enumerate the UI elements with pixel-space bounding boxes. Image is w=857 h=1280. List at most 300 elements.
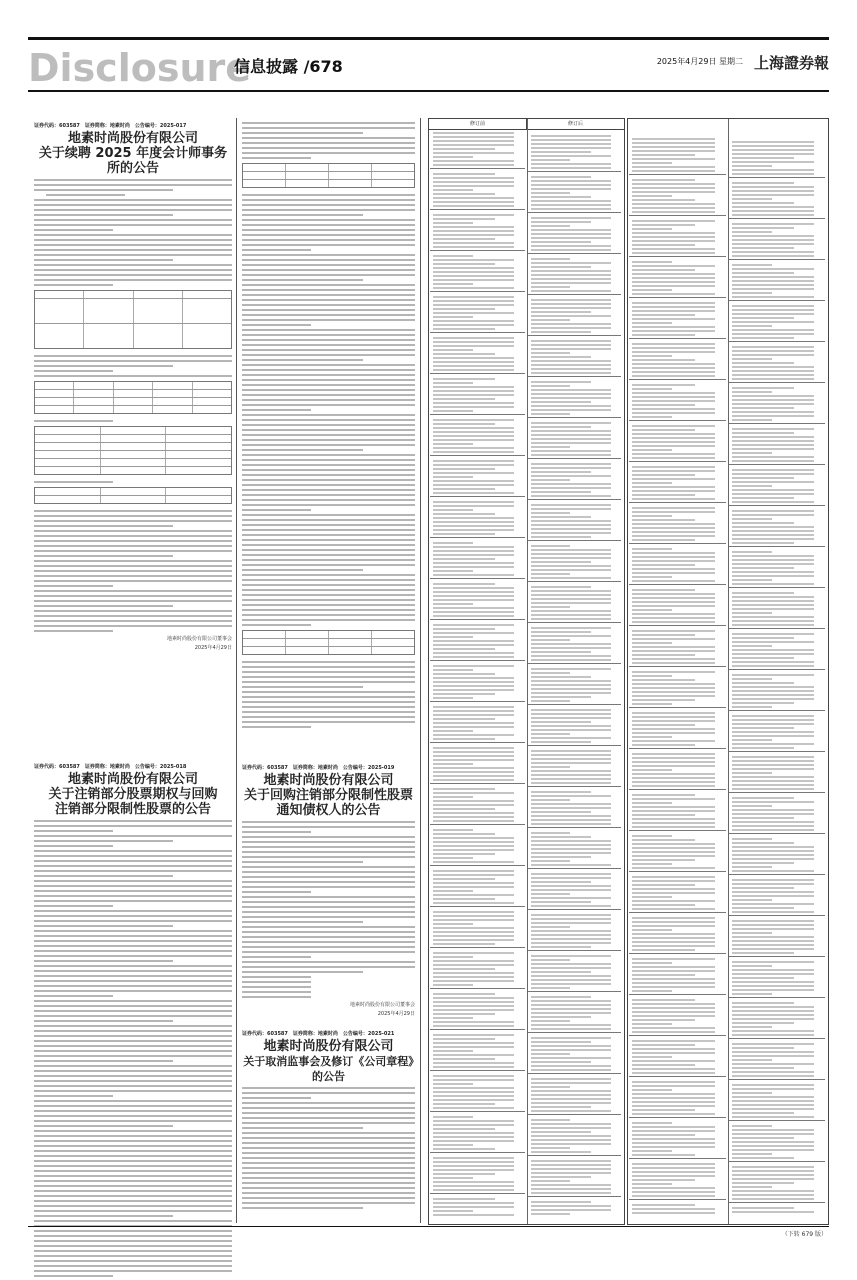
compare-text-line xyxy=(531,327,611,329)
compare-text-line xyxy=(732,1002,794,1004)
compare-text-line xyxy=(732,1063,814,1065)
compare-row-divider xyxy=(729,792,825,793)
compare-text-line xyxy=(732,1075,814,1077)
compare-text-line xyxy=(531,508,611,510)
compare-row-divider xyxy=(629,1117,726,1118)
compare-text-line xyxy=(531,1180,570,1182)
compare-text-line xyxy=(433,308,495,310)
compare-text-line xyxy=(531,1213,570,1215)
compare-text-line xyxy=(632,835,672,837)
compare-row-divider xyxy=(729,177,825,178)
compare-text-line xyxy=(531,1069,611,1071)
compare-text-line xyxy=(732,1108,814,1110)
compare-text-line xyxy=(732,255,814,257)
compare-row-divider xyxy=(729,669,825,670)
compare-text-line xyxy=(531,1164,611,1166)
compare-text-line xyxy=(632,679,695,681)
compare-text-line xyxy=(433,1046,514,1048)
compare-text-line xyxy=(531,684,611,686)
compare-text-line xyxy=(732,850,814,852)
compare-text-line xyxy=(632,281,715,283)
compare-text-line xyxy=(732,481,814,483)
compare-text-line xyxy=(433,665,514,667)
compare-text-line xyxy=(632,560,715,562)
compare-text-line xyxy=(433,1177,473,1179)
masthead-rule xyxy=(28,90,829,92)
compare-row-divider xyxy=(528,704,621,705)
compare-text-line xyxy=(732,292,772,294)
compare-text-line xyxy=(433,833,495,835)
compare-text-line xyxy=(531,614,611,616)
compare-row-divider xyxy=(729,1120,825,1121)
compare-text-line xyxy=(433,1038,495,1040)
compare-text-line xyxy=(732,469,814,471)
compare-text-line xyxy=(433,1091,514,1093)
compare-text-line xyxy=(732,801,814,803)
compare-text-line xyxy=(433,197,514,199)
compare-text-line xyxy=(632,646,715,648)
compare-text-line xyxy=(732,870,814,872)
compare-text-line xyxy=(433,820,514,822)
compare-text-line xyxy=(433,263,495,265)
compare-text-line xyxy=(732,235,814,237)
compare-text-line xyxy=(732,961,814,963)
compare-text-line xyxy=(433,890,473,892)
compare-text-line xyxy=(632,638,715,640)
compare-text-line xyxy=(433,226,514,228)
compare-text-line xyxy=(732,760,814,762)
compare-text-line xyxy=(433,656,514,658)
compare-text-line xyxy=(433,447,514,449)
compare-text-line xyxy=(732,981,814,983)
compare-text-line xyxy=(732,567,794,569)
compare-text-line xyxy=(632,720,715,722)
compare-text-line xyxy=(632,728,715,730)
compare-row-divider xyxy=(729,505,825,506)
compare-text-line xyxy=(531,598,611,600)
compare-text-line xyxy=(732,1211,814,1213)
compare-text-line xyxy=(531,844,611,846)
compare-text-line xyxy=(632,154,695,156)
compare-text-line xyxy=(531,1000,611,1002)
compare-text-line xyxy=(433,1148,495,1150)
compare-text-line xyxy=(531,647,611,649)
compare-row-divider xyxy=(430,865,525,866)
compare-text-line xyxy=(732,555,814,557)
compare-text-line xyxy=(632,937,715,939)
compare-text-line xyxy=(433,644,514,646)
compare-text-line xyxy=(433,230,514,232)
compare-text-line xyxy=(531,1131,591,1133)
compare-text-line xyxy=(632,609,672,611)
compare-text-line xyxy=(531,545,570,547)
signature: 地素时尚股份有限公司董事会 xyxy=(349,1002,415,1008)
compare-header: 修订前 修订后 xyxy=(429,119,624,130)
compare-text-line xyxy=(732,522,794,524)
compare-text-line xyxy=(531,504,611,506)
compare-text-line xyxy=(433,1173,495,1175)
compare-text-line xyxy=(433,1136,514,1138)
compare-text-line xyxy=(531,823,611,825)
compare-text-line xyxy=(531,811,591,813)
compare-text-line xyxy=(433,689,514,691)
compare-text-line xyxy=(732,374,814,376)
compare-text-line xyxy=(732,444,814,446)
compare-text-line xyxy=(632,416,672,418)
compare-text-line xyxy=(632,330,715,332)
compare-text-line xyxy=(531,1139,611,1141)
compare-row-divider xyxy=(430,824,525,825)
compare-row-divider xyxy=(430,1070,525,1071)
compare-row-divider xyxy=(528,1032,621,1033)
compare-text-line xyxy=(632,716,715,718)
compare-text-line xyxy=(433,611,514,613)
compare-row-divider xyxy=(430,168,525,169)
compare-text-line xyxy=(632,671,715,673)
compare-row-divider xyxy=(729,382,825,383)
compare-text-line xyxy=(531,1012,611,1014)
compare-text-line xyxy=(433,542,473,544)
compare-row-divider xyxy=(528,253,621,254)
article-creditor-notice xyxy=(242,764,415,1019)
compare-text-line xyxy=(632,412,715,414)
compare-text-line xyxy=(433,980,514,982)
compare-text-line xyxy=(531,389,611,391)
compare-text-line xyxy=(632,990,672,992)
compare-text-line xyxy=(433,972,514,974)
compare-text-line xyxy=(632,363,715,365)
compare-text-line xyxy=(433,279,514,281)
compare-text-line xyxy=(632,199,695,201)
compare-text-line xyxy=(632,146,715,148)
compare-text-line xyxy=(732,296,814,298)
compare-text-line xyxy=(632,978,715,980)
compare-text-line xyxy=(632,630,715,632)
compare-text-line xyxy=(531,1045,611,1047)
compare-row-divider xyxy=(430,496,525,497)
compare-text-line xyxy=(632,228,672,230)
compare-text-line xyxy=(732,1153,772,1155)
compare-text-line xyxy=(433,501,514,503)
compare-row-divider xyxy=(629,748,726,749)
compare-text-line xyxy=(433,1116,473,1118)
compare-text-line xyxy=(531,996,591,998)
compare-text-line xyxy=(632,658,715,660)
compare-text-line xyxy=(732,579,772,581)
compare-text-line xyxy=(433,246,514,248)
compare-text-line xyxy=(433,205,514,207)
compare-text-line xyxy=(732,1026,772,1028)
compare-text-line xyxy=(732,239,814,241)
compare-text-line xyxy=(433,853,495,855)
compare-text-line xyxy=(632,1212,715,1214)
compare-text-line xyxy=(632,388,672,390)
compare-text-line xyxy=(632,1175,715,1177)
compare-text-line xyxy=(732,637,794,639)
compare-row-divider xyxy=(629,625,726,626)
article-title: 地素时尚股份有限公司 关于注销部分股票期权与回购 注销部分限制性股票的公告 xyxy=(48,772,218,817)
compare-text-line xyxy=(531,196,591,198)
compare-row-divider xyxy=(629,789,726,790)
compare-text-line xyxy=(433,993,495,995)
compare-text-line xyxy=(632,207,715,209)
compare-text-line xyxy=(531,774,611,776)
compare-row-divider xyxy=(629,666,726,667)
compare-text-line xyxy=(732,387,794,389)
compare-text-line xyxy=(732,264,772,266)
compare-row-divider xyxy=(729,710,825,711)
compare-text-line xyxy=(433,140,514,142)
compare-text-line xyxy=(433,242,514,244)
compare-text-line xyxy=(531,803,611,805)
compare-text-line xyxy=(732,358,772,360)
compare-text-line xyxy=(732,821,814,823)
compare-row-divider xyxy=(528,1114,621,1115)
compare-text-line xyxy=(732,858,814,860)
compare-text-line xyxy=(632,1015,715,1017)
compare-text-line xyxy=(632,941,715,943)
compare-text-line xyxy=(433,423,495,425)
compare-row-divider xyxy=(629,871,726,872)
compare-text-line xyxy=(732,1116,814,1118)
compare-text-line xyxy=(632,921,715,923)
compare-text-line xyxy=(531,299,611,301)
compare-text-line xyxy=(531,348,611,350)
compare-text-line xyxy=(732,190,814,192)
compare-text-line xyxy=(632,293,715,295)
compare-text-line xyxy=(433,435,514,437)
compare-text-line xyxy=(433,185,514,187)
compare-text-line xyxy=(732,411,814,413)
compare-text-line xyxy=(732,727,794,729)
compare-text-line xyxy=(632,761,715,763)
compare-text-line xyxy=(632,617,715,619)
compare-text-line xyxy=(632,1101,715,1103)
compare-text-line xyxy=(531,188,611,190)
compare-text-line xyxy=(531,167,611,169)
compare-text-line xyxy=(632,150,715,152)
compare-text-line xyxy=(433,460,514,462)
compare-text-line xyxy=(732,493,814,495)
compare-text-line xyxy=(433,558,495,560)
compare-text-line xyxy=(433,894,514,896)
compare-text-line xyxy=(433,1054,514,1056)
compare-text-line xyxy=(433,1128,495,1130)
compare-text-line xyxy=(531,1147,570,1149)
compare-text-line xyxy=(732,354,814,356)
compare-text-line xyxy=(632,773,715,775)
compare-text-line xyxy=(632,1048,715,1050)
compare-text-line xyxy=(632,1109,695,1111)
compare-text-line xyxy=(531,311,591,313)
compare-text-line xyxy=(732,1043,814,1045)
compare-row-divider xyxy=(729,341,825,342)
compare-text-line xyxy=(632,781,715,783)
compare-text-line xyxy=(732,1166,814,1168)
compare-text-line xyxy=(433,160,514,162)
compare-text-line xyxy=(433,693,495,695)
compare-row-divider xyxy=(629,1035,726,1036)
compare-text-line xyxy=(531,881,591,883)
compare-text-line xyxy=(531,454,611,456)
compare-text-line xyxy=(531,577,611,579)
compare-text-line xyxy=(632,1122,672,1124)
compare-row-divider xyxy=(729,1038,825,1039)
compare-text-line xyxy=(632,302,715,304)
compare-text-line xyxy=(531,1188,611,1190)
compare-text-line xyxy=(632,650,715,652)
compare-text-line xyxy=(531,836,591,838)
compare-text-line xyxy=(433,968,495,970)
compare-row-divider xyxy=(528,786,621,787)
compare-text-line xyxy=(433,911,514,913)
compare-row-divider xyxy=(430,947,525,948)
compare-text-line xyxy=(531,942,611,944)
stock-code-line: 证券代码：603587 证券简称：地素时尚 公告编号：2025-018 xyxy=(34,764,187,770)
compare-text-line xyxy=(732,1182,794,1184)
compare-text-line xyxy=(433,960,514,962)
compare-text-line xyxy=(531,565,611,567)
compare-text-line xyxy=(433,927,514,929)
compare-text-line xyxy=(531,1123,611,1125)
compare-text-line xyxy=(531,594,611,596)
compare-text-line xyxy=(531,139,611,141)
compare-text-line xyxy=(632,158,715,160)
compare-row-divider xyxy=(729,1079,825,1080)
compare-text-line xyxy=(531,873,611,875)
compare-text-line xyxy=(732,747,794,749)
compare-text-line xyxy=(632,240,715,242)
compare-text-line xyxy=(531,1172,611,1174)
signature: 地素时尚股份有限公司董事会 xyxy=(166,636,232,642)
compare-text-line xyxy=(433,1013,495,1015)
compare-text-line xyxy=(433,759,514,761)
compare-text-line xyxy=(732,973,814,975)
compare-text-line xyxy=(632,892,715,894)
compare-text-line xyxy=(732,924,814,926)
section-title: 信息披露 /678 xyxy=(234,57,343,76)
compare-row-divider xyxy=(528,417,621,418)
compare-text-line xyxy=(732,682,794,684)
compare-text-line xyxy=(632,265,715,267)
compare-text-line xyxy=(531,926,570,928)
compare-text-line xyxy=(433,697,473,699)
compare-text-line xyxy=(632,933,715,935)
compare-text-line xyxy=(433,800,514,802)
compare-text-line xyxy=(531,938,611,940)
compare-text-line xyxy=(632,687,715,689)
compare-text-line xyxy=(433,829,473,831)
compare-text-line xyxy=(433,468,495,470)
compare-text-line xyxy=(632,1126,715,1128)
compare-text-line xyxy=(632,1142,715,1144)
compare-text-line xyxy=(632,1179,695,1181)
compare-text-line xyxy=(531,471,591,473)
compare-row-divider xyxy=(528,1073,621,1074)
compare-text-line xyxy=(433,574,514,576)
compare-row-divider xyxy=(430,1029,525,1030)
compare-text-line xyxy=(732,288,814,290)
compare-text-line xyxy=(732,419,772,421)
compare-text-line xyxy=(732,596,814,598)
compare-text-line xyxy=(433,931,514,933)
compare-text-line xyxy=(531,729,611,731)
fee-table xyxy=(34,381,232,414)
compare-text-line xyxy=(732,891,814,893)
compare-text-line xyxy=(531,696,591,698)
compare-text-line xyxy=(732,620,814,622)
compare-text-line xyxy=(632,1171,715,1173)
compare-text-line xyxy=(433,1132,514,1134)
compare-text-line xyxy=(632,273,715,275)
compare-text-line xyxy=(732,645,772,647)
compare-text-line xyxy=(632,252,715,254)
compare-text-line xyxy=(433,1087,514,1089)
compare-text-line xyxy=(531,331,591,333)
compare-text-line xyxy=(632,814,695,816)
compare-text-line xyxy=(433,648,495,650)
compare-text-line xyxy=(531,245,611,247)
compare-text-line xyxy=(632,183,715,185)
compare-row-divider xyxy=(729,1161,825,1162)
compare-text-line xyxy=(531,405,611,407)
compare-text-line xyxy=(531,315,611,317)
compare-text-line xyxy=(632,236,715,238)
compare-text-line xyxy=(433,1157,514,1159)
compare-row-divider xyxy=(528,663,621,664)
compare-text-line xyxy=(732,456,814,458)
compare-text-line xyxy=(732,604,814,606)
compare-text-line xyxy=(732,661,814,663)
compare-text-line xyxy=(531,446,570,448)
compare-row-divider xyxy=(528,991,621,992)
compare-text-line xyxy=(632,449,672,451)
compare-text-line xyxy=(732,1207,794,1209)
compare-text-line xyxy=(632,1064,695,1066)
compare-text-line xyxy=(732,965,772,967)
compare-text-line xyxy=(433,595,514,597)
compare-text-line xyxy=(433,1075,514,1077)
compare-text-line xyxy=(433,337,514,339)
compare-text-line xyxy=(433,341,514,343)
compare-text-line xyxy=(632,896,672,898)
compare-text-line xyxy=(632,876,715,878)
compare-text-line xyxy=(732,690,814,692)
compare-text-line xyxy=(531,553,611,555)
compare-text-line xyxy=(433,173,495,175)
compare-text-line xyxy=(531,856,591,858)
compare-text-line xyxy=(632,724,695,726)
compare-row-divider xyxy=(528,458,621,459)
compare-text-line xyxy=(632,1060,715,1062)
compare-text-line xyxy=(632,1146,715,1148)
compare-text-line xyxy=(732,1129,814,1131)
compare-text-line xyxy=(732,600,814,602)
compare-text-line xyxy=(632,908,715,910)
compare-text-line xyxy=(632,1023,672,1025)
compare-row-divider xyxy=(629,297,726,298)
compare-text-line xyxy=(632,211,715,213)
compare-text-line xyxy=(732,969,814,971)
compare-text-line xyxy=(632,269,695,271)
compare-text-line xyxy=(531,290,611,292)
compare-text-line xyxy=(632,507,715,509)
compare-text-line xyxy=(433,566,514,568)
compare-text-line xyxy=(531,249,611,251)
compare-text-line xyxy=(632,400,715,402)
compare-text-line xyxy=(433,1001,514,1003)
compare-text-line xyxy=(433,874,514,876)
